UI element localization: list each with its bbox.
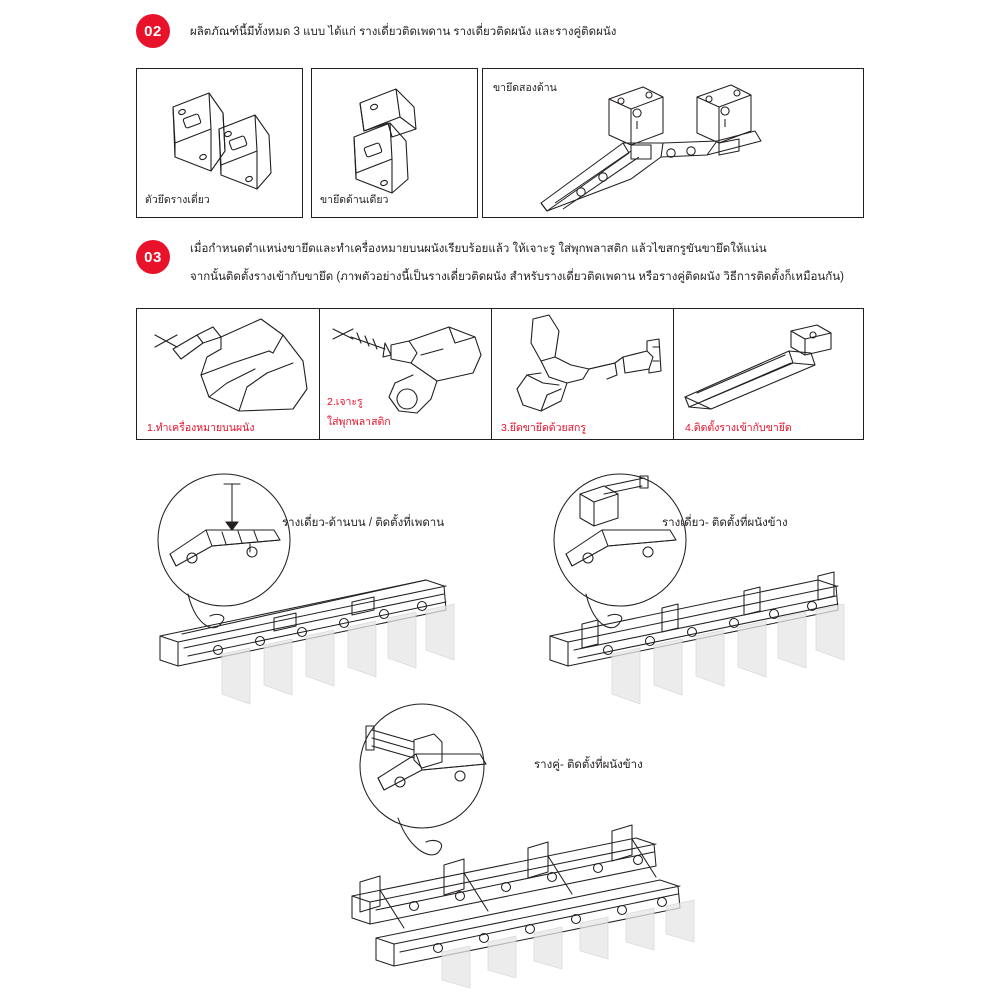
- panel-03-cell-2-caption-line-2: ใส่พุกพลาสติก: [327, 416, 391, 428]
- step-03-number: 03: [144, 248, 162, 266]
- bracket-two-side-icon: [511, 83, 841, 213]
- panel-02-cell-3: [482, 68, 864, 218]
- screwdriver-bracket-icon: [497, 313, 673, 419]
- step-03-badge: [136, 240, 170, 274]
- single-rail-ceiling-diagram: [126, 468, 566, 718]
- panel-03-divider-3: [673, 309, 674, 439]
- panel-02-cell-2-caption: ขายึดด้านเดียว: [320, 194, 389, 206]
- panel-03: [136, 308, 864, 440]
- diagram-3-label: รางคู่- ติดตั้งที่ผนังข้าง: [534, 759, 643, 771]
- diagram-1-label: รางเดี่ยว-ด้านบน / ติดตั้งที่เพดาน: [282, 517, 445, 529]
- panel-03-cell-4-caption: 4.ติดตั้งรางเข้ากับขายึด: [685, 422, 792, 434]
- step-02-badge: [136, 14, 170, 48]
- diagram-2-label: รางเดี่ยว- ติดตั้งที่ผนังข้าง: [662, 517, 788, 529]
- panel-02-cell-1: [136, 68, 303, 218]
- panel-03-divider-2: [491, 309, 492, 439]
- pencil-marking-hand-icon: [143, 313, 319, 417]
- double-rail-wall-diagram: [330, 700, 830, 990]
- panel-03-divider-1: [319, 309, 320, 439]
- single-rail-wall-diagram: [522, 468, 942, 718]
- panel-03-cell-1-caption: 1.ทำเครื่องหมายบนผนัง: [147, 422, 255, 434]
- panel-02-cell-1-caption: ตัวยึดรางเดี่ยว: [145, 194, 210, 206]
- step-03-text-line-1: เมื่อกำหนดตำแหน่งขายึดและทำเครื่องหมายบนผนังเรียบร้อยแล้ว ให้เจาะรู ใส่พุกพลาสติก แล้วไขสกรูขันขายึดให้แน่น: [190, 243, 767, 255]
- bracket-single-rail-icon: [151, 85, 291, 195]
- panel-02-cell-2: [311, 68, 478, 218]
- panel-03-cell-2-caption-line-1: 2.เจาะรู: [327, 396, 363, 408]
- step-02-text-line-1: ผลิตภัณฑ์นี้มีทั้งหมด 3 แบบ ได้แก่ รางเดี่ยวติดเพดาน รางเดี่ยวติดผนัง และรางคู่ติดผนัง: [190, 26, 617, 38]
- panel-03-cell-3-caption: 3.ยึดขายึดด้วยสกรู: [501, 422, 587, 434]
- panel-02-cell-3-inner-label: ขายึดสองด้าน: [493, 82, 557, 94]
- step-03-text-line-2: จากนั้นติดตั้งรางเข้ากับขายึด (ภาพตัวอย่างนี้เป็นรางเดี่ยวติดผนัง สำหรับรางเดี่ยวติดเพดาน หรือรางคู่ติดผนัง วิธีการติดตั้งก็เหมือนกัน): [190, 271, 844, 283]
- step-02-number: 02: [144, 22, 162, 40]
- bracket-one-side-icon: [330, 83, 466, 195]
- rail-into-bracket-icon: [681, 323, 863, 415]
